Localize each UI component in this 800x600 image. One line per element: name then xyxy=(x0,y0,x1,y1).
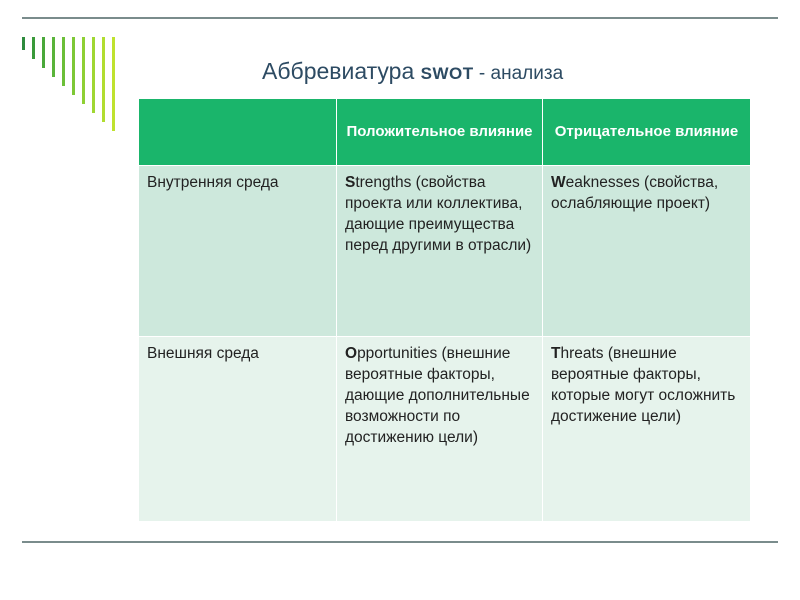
table-row xyxy=(139,337,751,522)
opportunities-initial: O xyxy=(345,345,358,362)
title-suffix: - анализа xyxy=(473,63,564,84)
header-positive: Положительное влияние xyxy=(337,99,543,166)
cell-weaknesses xyxy=(543,166,751,337)
row-label-external: Внешняя среда xyxy=(139,337,337,522)
cell-opportunities xyxy=(337,337,543,522)
table-header-row xyxy=(139,99,751,166)
top-divider xyxy=(22,17,778,19)
cell-threats xyxy=(543,337,751,522)
row-label-internal: Внутренняя среда xyxy=(139,166,337,337)
title-main: Аббревиатура xyxy=(262,58,421,84)
threats-text: hreats (внешние вероятные факторы, которые могут осложнить достижение цели) xyxy=(551,345,736,425)
threats-initial: T xyxy=(551,345,561,362)
title-acronym: SWOT xyxy=(420,64,474,83)
weaknesses-text: eaknesses (свойства, ослабляющие проект) xyxy=(551,174,719,212)
header-negative: Отрицательное влияние xyxy=(543,99,751,166)
header-empty xyxy=(139,99,337,166)
bottom-divider xyxy=(22,541,778,543)
slide-title xyxy=(262,58,563,85)
strengths-initial: S xyxy=(345,174,356,191)
strengths-text: trengths (свойства проекта или коллектива, дающие преимущества перед другими в отрасли) xyxy=(345,174,532,254)
cell-strengths xyxy=(337,166,543,337)
swot-table xyxy=(138,98,751,522)
opportunities-text: pportunities (внешние вероятные факторы, дающие дополнительные возможности по достижению цели) xyxy=(345,345,530,446)
weaknesses-initial: W xyxy=(551,174,566,191)
table-row xyxy=(139,166,751,337)
